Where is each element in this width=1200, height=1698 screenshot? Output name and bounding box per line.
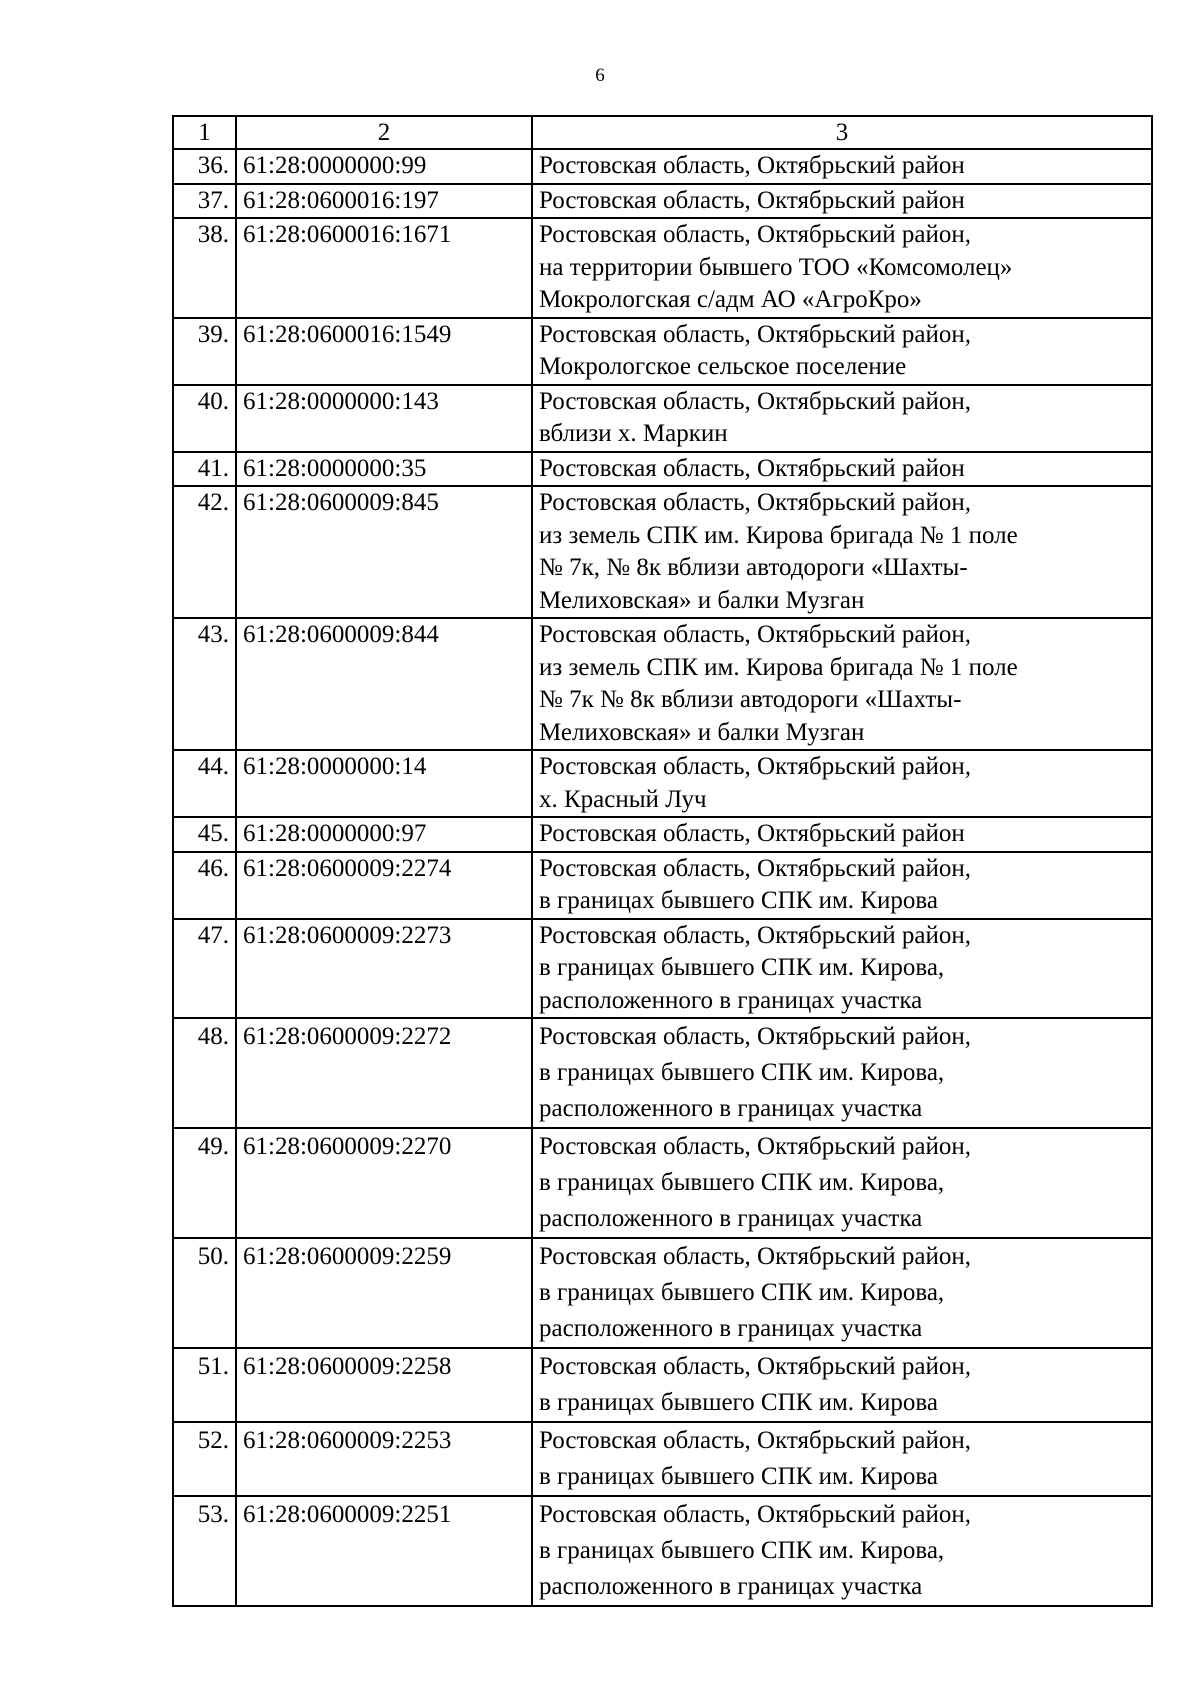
table-row [173, 1018, 1152, 1128]
plot-address: Ростовская область, Октябрьский район, в границах бывшего СПК им. Кирова [532, 1348, 1152, 1422]
cadastral-number: 61:28:0000000:143 [236, 385, 532, 452]
column-header-1: 1 [173, 116, 236, 149]
cadastral-number: 61:28:0000000:97 [236, 817, 532, 852]
column-header-3: 3 [532, 116, 1152, 149]
row-number: 48. [173, 1018, 236, 1128]
row-number: 36. [173, 149, 236, 184]
table-row [173, 852, 1152, 919]
plot-address: Ростовская область, Октябрьский район [532, 149, 1152, 184]
cadastral-number: 61:28:0600016:1671 [236, 218, 532, 318]
table-row [173, 618, 1152, 750]
cadastral-number: 61:28:0600009:844 [236, 618, 532, 750]
row-number: 40. [173, 385, 236, 452]
page-number: 6 [595, 65, 605, 86]
table-row [173, 149, 1152, 184]
table-row [173, 1496, 1152, 1606]
cadastral-number: 61:28:0600016:197 [236, 184, 532, 219]
table-row [173, 919, 1152, 1019]
land-plots-table [172, 115, 1153, 1607]
plot-address: Ростовская область, Октябрьский район, в границах бывшего СПК им. Кирова, расположенного в границах участка [532, 1018, 1152, 1128]
row-number: 39. [173, 318, 236, 385]
plot-address: Ростовская область, Октябрьский район, из земель СПК им. Кирова бригада № 1 поле № 7к № 8к вблизи автодороги «Шахты- Мелиховская» и балки Музган [532, 618, 1152, 750]
row-number: 53. [173, 1496, 236, 1606]
cadastral-number: 61:28:0600009:2270 [236, 1128, 532, 1238]
cadastral-number: 61:28:0600009:2274 [236, 852, 532, 919]
plot-address: Ростовская область, Октябрьский район, в границах бывшего СПК им. Кирова, расположенного в границах участка [532, 919, 1152, 1019]
cadastral-number: 61:28:0600009:2272 [236, 1018, 532, 1128]
plot-address: Ростовская область, Октябрьский район [532, 184, 1152, 219]
row-number: 50. [173, 1238, 236, 1348]
cadastral-number: 61:28:0600009:2273 [236, 919, 532, 1019]
table-row [173, 318, 1152, 385]
plot-address: Ростовская область, Октябрьский район, Мокрологское сельское поселение [532, 318, 1152, 385]
row-number: 46. [173, 852, 236, 919]
plot-address: Ростовская область, Октябрьский район, в границах бывшего СПК им. Кирова [532, 1422, 1152, 1496]
plot-address: Ростовская область, Октябрьский район, на территории бывшего ТОО «Комсомолец» Мокрологская с/адм АО «АгроКро» [532, 218, 1152, 318]
column-header-2: 2 [236, 116, 532, 149]
plot-address: Ростовская область, Октябрьский район [532, 452, 1152, 487]
row-number: 45. [173, 817, 236, 852]
cadastral-number: 61:28:0600009:2253 [236, 1422, 532, 1496]
row-number: 52. [173, 1422, 236, 1496]
table-row [173, 486, 1152, 618]
table-row [173, 184, 1152, 219]
cadastral-number: 61:28:0600009:2251 [236, 1496, 532, 1606]
cadastral-number: 61:28:0600009:845 [236, 486, 532, 618]
table-header-row [173, 116, 1152, 149]
table-row [173, 452, 1152, 487]
row-number: 44. [173, 750, 236, 817]
table-row [173, 1238, 1152, 1348]
row-number: 47. [173, 919, 236, 1019]
row-number: 41. [173, 452, 236, 487]
table-row [173, 385, 1152, 452]
table-row [173, 817, 1152, 852]
plot-address: Ростовская область, Октябрьский район, вблизи х. Маркин [532, 385, 1152, 452]
cadastral-number: 61:28:0600009:2259 [236, 1238, 532, 1348]
cadastral-number: 61:28:0000000:99 [236, 149, 532, 184]
cadastral-number: 61:28:0600009:2258 [236, 1348, 532, 1422]
cadastral-number: 61:28:0000000:14 [236, 750, 532, 817]
cadastral-number: 61:28:0000000:35 [236, 452, 532, 487]
table-row [173, 218, 1152, 318]
plot-address: Ростовская область, Октябрьский район, из земель СПК им. Кирова бригада № 1 поле № 7к, № 8к вблизи автодороги «Шахты- Мелиховская» и балки Музган [532, 486, 1152, 618]
table-row [173, 1128, 1152, 1238]
cadastral-number: 61:28:0600016:1549 [236, 318, 532, 385]
plot-address: Ростовская область, Октябрьский район, в границах бывшего СПК им. Кирова, расположенного в границах участка [532, 1128, 1152, 1238]
plot-address: Ростовская область, Октябрьский район [532, 817, 1152, 852]
plot-address: Ростовская область, Октябрьский район, х. Красный Луч [532, 750, 1152, 817]
row-number: 42. [173, 486, 236, 618]
row-number: 37. [173, 184, 236, 219]
row-number: 51. [173, 1348, 236, 1422]
table-row [173, 750, 1152, 817]
table-row [173, 1422, 1152, 1496]
plot-address: Ростовская область, Октябрьский район, в границах бывшего СПК им. Кирова [532, 852, 1152, 919]
plot-address: Ростовская область, Октябрьский район, в границах бывшего СПК им. Кирова, расположенного в границах участка [532, 1238, 1152, 1348]
row-number: 38. [173, 218, 236, 318]
row-number: 49. [173, 1128, 236, 1238]
row-number: 43. [173, 618, 236, 750]
table-row [173, 1348, 1152, 1422]
plot-address: Ростовская область, Октябрьский район, в границах бывшего СПК им. Кирова, расположенного в границах участка [532, 1496, 1152, 1606]
